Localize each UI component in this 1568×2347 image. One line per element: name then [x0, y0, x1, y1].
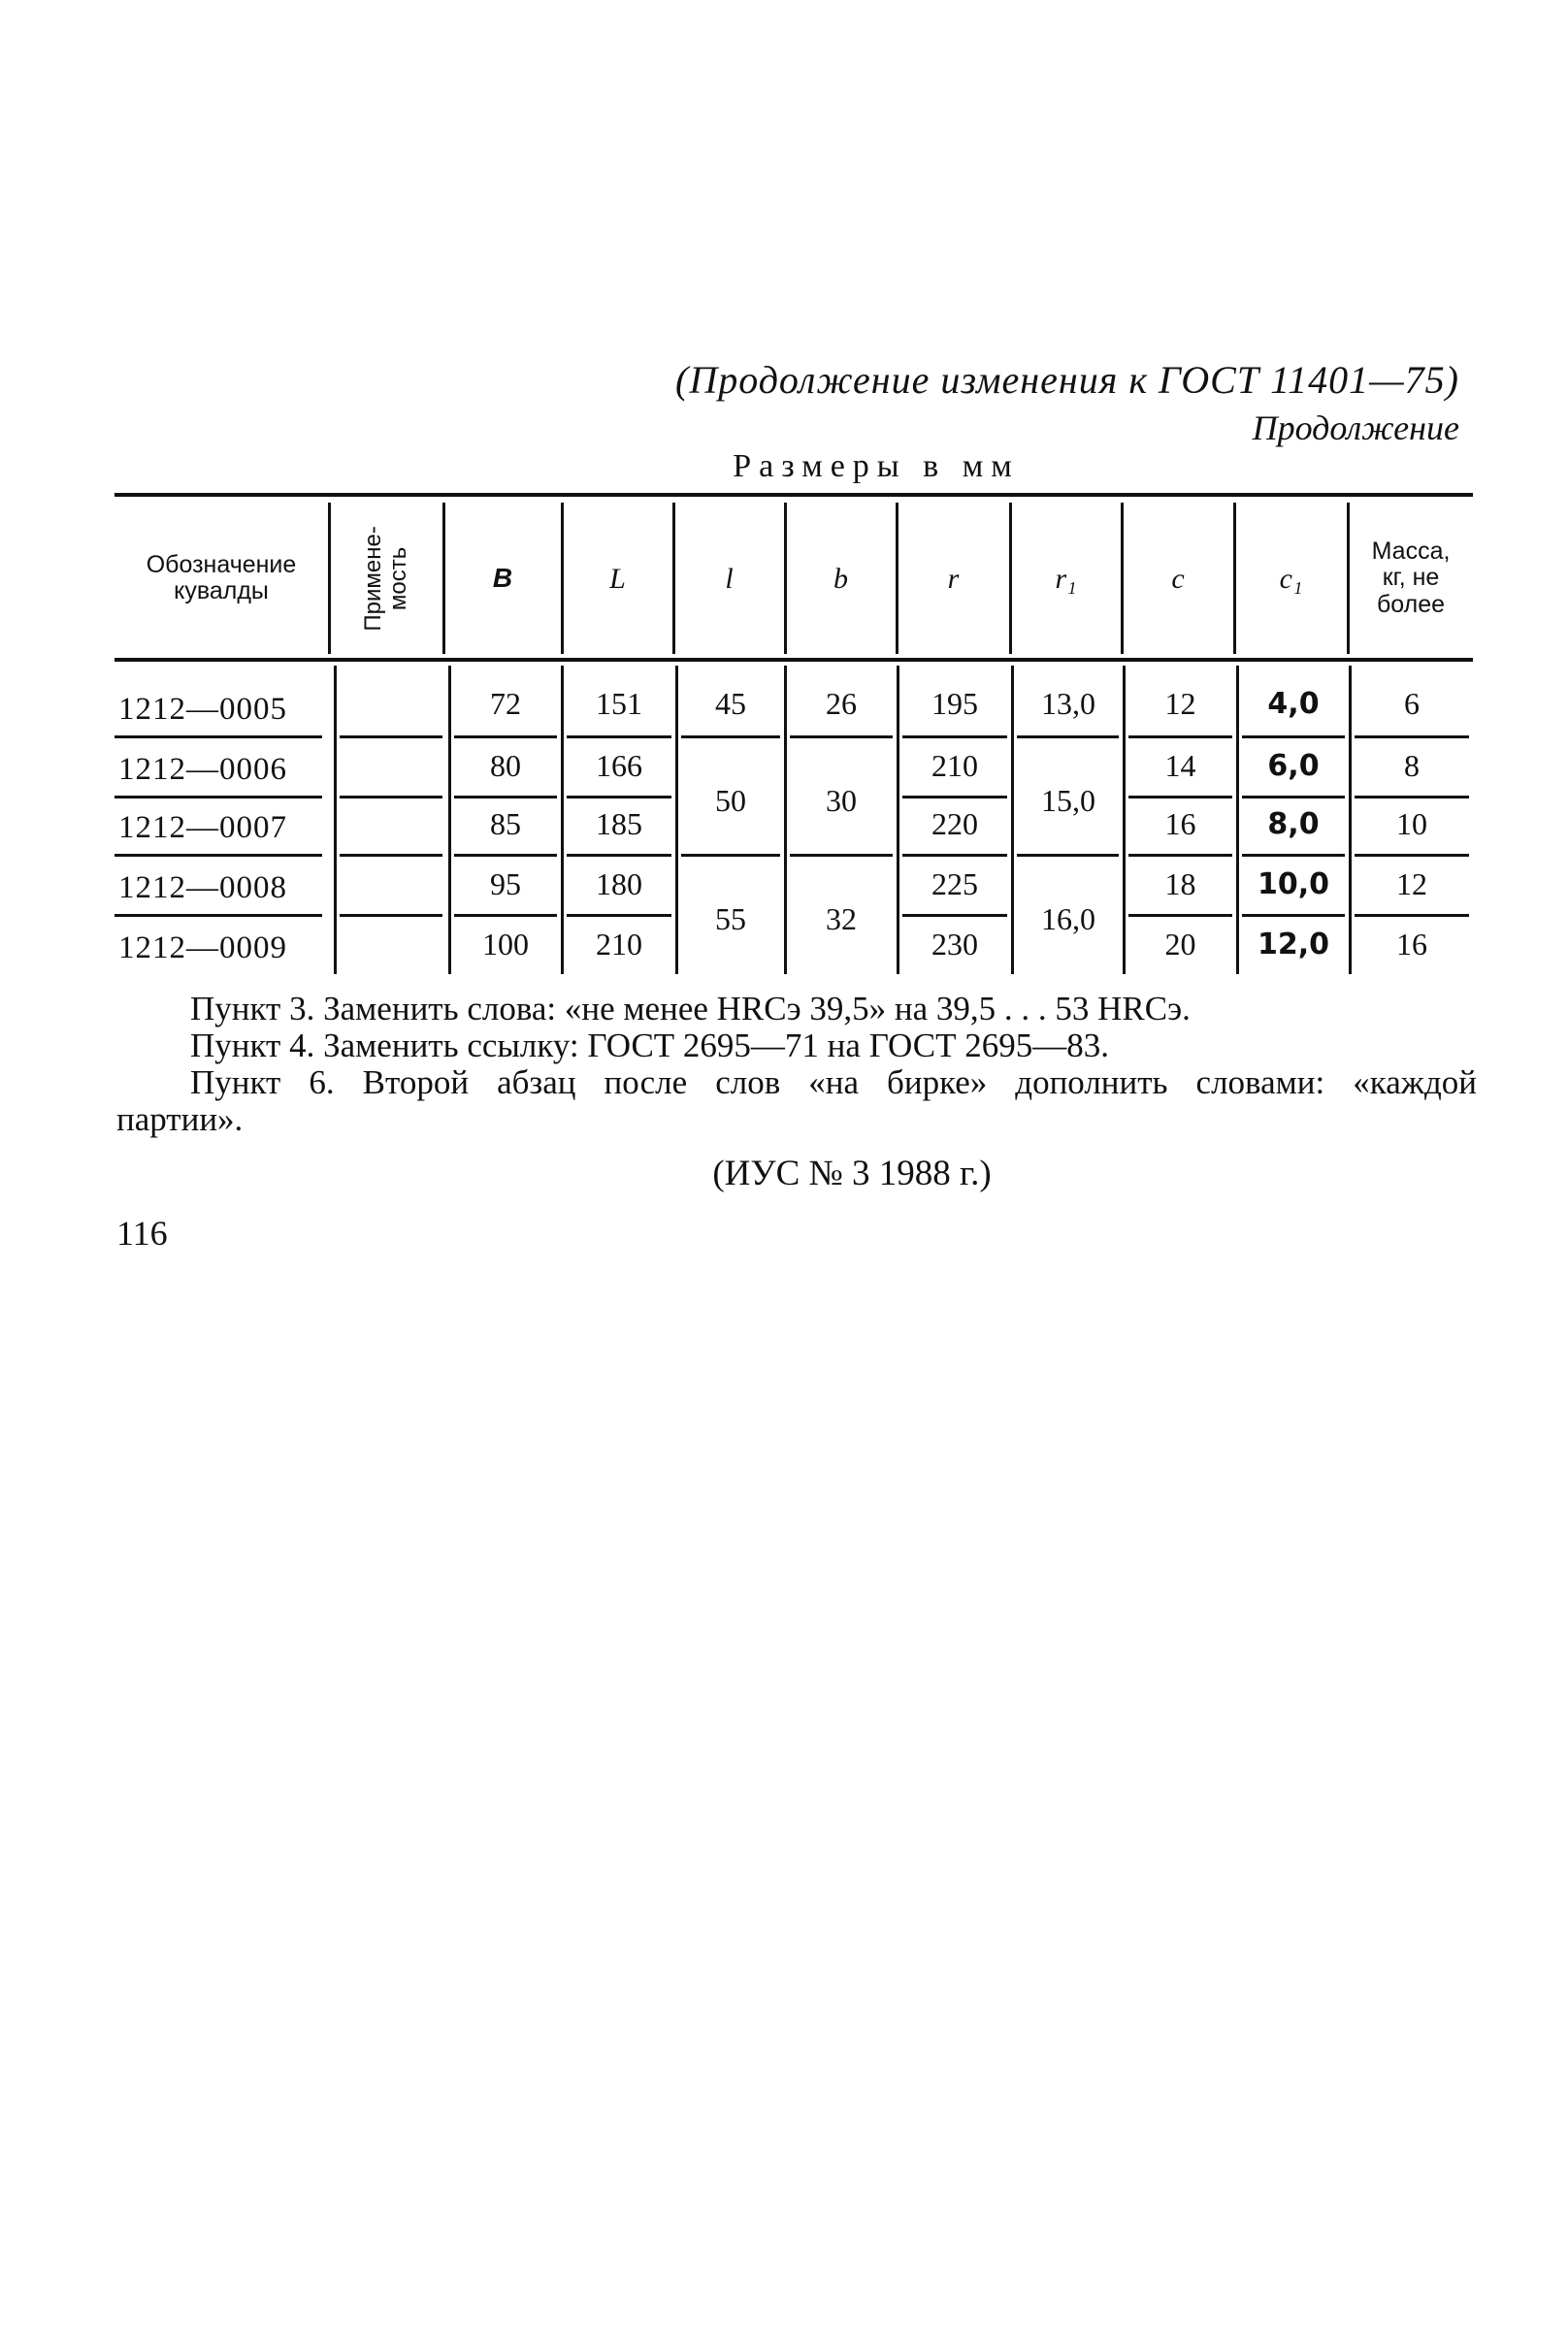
row-rule	[567, 914, 671, 917]
item-3-text: Пункт 3. Заменить слова: «не менее HRCэ 39,5» на 39,5 . . . 53 HRCэ.	[190, 990, 1191, 1027]
rows-4-5-b: 32	[826, 900, 857, 936]
row-rule	[340, 735, 442, 738]
row-1-r1: 13,0	[1041, 685, 1095, 721]
row-2-applicability	[338, 743, 446, 796]
rows-2-3-b: 30	[826, 782, 857, 818]
header-designation: Обозначение кувалды	[146, 550, 297, 604]
row-4-mass: 12	[1396, 865, 1427, 901]
row-rule	[1128, 914, 1232, 917]
row-rule	[902, 735, 1007, 738]
row-rule	[1355, 854, 1469, 857]
row-rule	[1355, 914, 1469, 917]
body-separator	[1011, 666, 1014, 974]
row-3-c: 16	[1164, 805, 1196, 841]
row-4-r: 225	[931, 865, 978, 901]
body-separator	[448, 666, 451, 974]
body-separator	[897, 666, 899, 974]
row-1-applicability	[338, 683, 446, 735]
row-4-designation: 1212—0008	[118, 869, 287, 905]
rows-2-3-l: 50	[715, 782, 746, 818]
units-caption-text: Размеры в мм	[733, 448, 1020, 484]
row-4-L: 180	[596, 865, 642, 901]
row-rule	[1128, 854, 1232, 857]
row-rule	[114, 914, 322, 917]
row-1-b: 26	[826, 685, 857, 721]
header-r1: r₁	[1055, 562, 1077, 595]
continuation-title: (Продолжение изменения к ГОСТ 11401—75)	[675, 358, 1459, 402]
row-5-B: 100	[482, 926, 529, 962]
row-rule	[1017, 854, 1119, 857]
row-rule	[1355, 735, 1469, 738]
body-separator	[334, 666, 337, 974]
row-rule	[681, 854, 780, 857]
row-rule	[1128, 735, 1232, 738]
row-rule	[454, 735, 557, 738]
source-reference-text: (ИУС № 3 1988 г.)	[712, 1154, 992, 1193]
row-rule	[1242, 735, 1345, 738]
row-4-applicability	[338, 862, 446, 914]
row-1-r: 195	[931, 685, 978, 721]
row-rule	[454, 914, 557, 917]
row-3-c1: 8,0	[1267, 806, 1320, 841]
row-3-designation: 1212—0007	[118, 809, 287, 845]
row-rule	[681, 735, 780, 738]
table-header-rule	[114, 658, 1473, 662]
rows-4-5-l: 55	[715, 900, 746, 936]
item-6-text-line-1: Пункт 6. Второй абзац после слов «на бирке» дополнить словами: «каждой	[190, 1063, 1477, 1101]
row-rule	[790, 854, 893, 857]
row-4-c: 18	[1164, 865, 1196, 901]
item-4-text: Пункт 4. Заменить ссылку: ГОСТ 2695—71 на ГОСТ 2695—83.	[190, 1027, 1109, 1064]
row-2-mass: 8	[1404, 747, 1420, 783]
row-rule	[567, 735, 671, 738]
row-rule	[1017, 735, 1119, 738]
row-3-r: 220	[931, 805, 978, 841]
row-rule	[114, 854, 322, 857]
row-5-mass: 16	[1396, 926, 1427, 962]
row-2-L: 166	[596, 747, 642, 783]
row-1-L: 151	[596, 685, 642, 721]
header-applicability	[330, 501, 442, 656]
row-rule	[790, 735, 893, 738]
body-separator	[561, 666, 564, 974]
header-mass: Масса, кг, не более	[1371, 537, 1451, 618]
row-rule	[340, 796, 442, 799]
row-rule	[1242, 914, 1345, 917]
row-rule	[567, 854, 671, 857]
row-2-c1: 6,0	[1267, 748, 1320, 783]
row-rule	[340, 914, 442, 917]
row-5-L: 210	[596, 926, 642, 962]
row-5-r: 230	[931, 926, 978, 962]
row-1-c1: 4,0	[1267, 686, 1320, 721]
row-1-l: 45	[715, 685, 746, 721]
row-3-applicability	[338, 801, 446, 854]
row-rule	[1242, 854, 1345, 857]
row-3-B: 85	[490, 805, 521, 841]
row-rule	[114, 796, 322, 799]
row-5-c: 20	[1164, 926, 1196, 962]
body-separator	[1236, 666, 1239, 974]
row-5-c1: 12,0	[1257, 927, 1330, 962]
row-rule	[340, 854, 442, 857]
table-top-rule	[114, 493, 1473, 497]
item-6-text-line-2: партии».	[116, 1100, 244, 1138]
body-separator	[675, 666, 678, 974]
dimensions-table	[114, 493, 1473, 986]
header-r: r	[947, 562, 960, 595]
row-rule	[902, 914, 1007, 917]
body-separator	[1123, 666, 1126, 974]
row-3-mass: 10	[1396, 805, 1427, 841]
row-5-designation: 1212—0009	[118, 929, 287, 965]
row-2-B: 80	[490, 747, 521, 783]
row-3-L: 185	[596, 805, 642, 841]
row-rule	[114, 735, 322, 738]
row-5-applicability	[338, 922, 446, 974]
row-rule	[454, 854, 557, 857]
header-c1: c₁	[1279, 562, 1303, 595]
row-2-r: 210	[931, 747, 978, 783]
row-1-B: 72	[490, 685, 521, 721]
row-1-mass: 6	[1404, 685, 1420, 721]
page-number: 116	[116, 1214, 168, 1253]
row-2-designation: 1212—0006	[118, 751, 287, 787]
units-caption	[0, 448, 1568, 485]
row-4-B: 95	[490, 865, 521, 901]
row-1-c: 12	[1164, 685, 1196, 721]
body-separator	[1349, 666, 1352, 974]
row-2-c: 14	[1164, 747, 1196, 783]
row-4-c1: 10,0	[1257, 866, 1330, 901]
row-1-designation: 1212—0005	[118, 691, 287, 727]
rows-2-3-r1: 15,0	[1041, 782, 1095, 818]
header-applicability-label: Примене- мость	[359, 525, 411, 632]
row-rule	[902, 854, 1007, 857]
header-l: l	[725, 562, 734, 595]
header-B: B	[492, 562, 513, 593]
source-reference	[0, 1153, 1568, 1194]
header-L: L	[609, 562, 626, 595]
header-c: c	[1171, 562, 1185, 595]
rows-4-5-r1: 16,0	[1041, 900, 1095, 936]
header-b: b	[833, 562, 848, 595]
body-separator	[784, 666, 787, 974]
continuation-label: Продолжение	[1252, 408, 1459, 447]
